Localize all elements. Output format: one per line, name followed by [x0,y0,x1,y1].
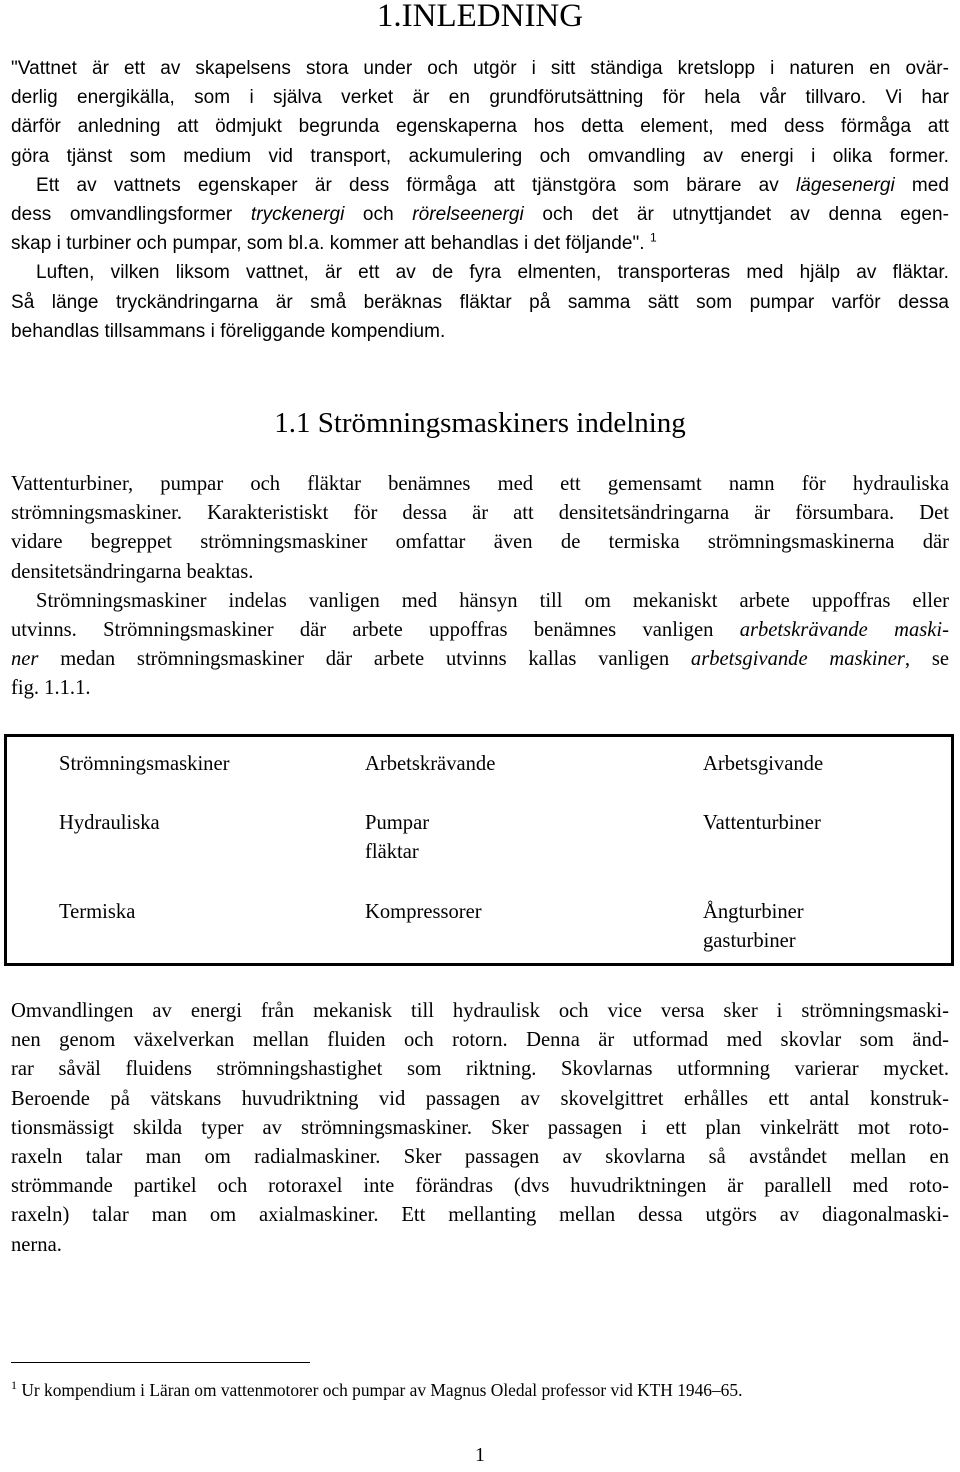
footnote-text: Ur kompendium i Läran om vattenmotorer och pumpar av Magnus Oledal professor vid KTH 1946–65. [17,1380,743,1400]
table-header-stromningsmaskiner: Strömningsmaskiner [59,753,230,775]
intro-line: derlig energikälla, som i själva verket är en grundförutsättning för hela vår tillvaro. Vi har [11,87,949,109]
emphasis-rorelseenergi: rörelseenergi [412,204,524,226]
table-cell-kravande: Pumpar fläktar [365,812,430,863]
emphasis-arbetsgivande: arbetsgivande maskiner [690,648,905,671]
page-number: 1 [475,1444,485,1466]
table-header-arbetskravande: Arbetskrävande [365,753,496,775]
section-line: Vattenturbiner, pumpar och fläktar benämnes med ett gemensamt namn för hydrauliska [11,473,949,495]
section-line: utvinns. Strömningsmaskiner där arbete uppoffras benämnes vanligen arbetskrävande maski- [11,619,949,642]
closing-line: Beroende på vätskans huvudriktning vid passagen av skovelgittret erhålles ett antal konstruk- [11,1087,949,1110]
chapter-heading: 1.INLEDNING [376,0,584,34]
closing-line: strömmande partikel och rotoraxel inte förändras (dvs huvudriktningen är parallell med roto- [11,1175,949,1198]
table-cell-type: Termiska [59,901,136,923]
closing-line: nen genom växelverkan mellan fluiden och rotorn. Denna är utformad med skovlar som änd- [11,1029,949,1052]
section-line: Strömningsmaskiner indelas vanligen med hänsyn till om mekaniskt arbete uppoffras eller [36,589,949,612]
footnote [11,1378,742,1402]
closing-line: tionsmässigt skilda typer av strömningsmaskiner. Sker passagen i ett plan vinkelrätt mot roto- [11,1116,949,1139]
closing-line: raxeln) talar man om axialmaskiner. Ett mellanting mellan dessa utgörs av diagonalmaski- [11,1204,949,1227]
closing-line: Omvandlingen av energi från mekanisk till hydraulisk och vice versa sker i strömningsmaski- [11,1000,949,1022]
closing-line: raxeln talar man om radialmaskiner. Sker passagen av skovlarna så avståndet mellan en [11,1146,949,1169]
emphasis-lagesenergi: lägesenergi [795,174,895,196]
table-cell-type: Hydrauliska [59,812,160,834]
intro-line: "Vattnet är ett av skapelsens stora under och utgör i sitt ständiga kretslopp i naturen en ovär- [11,58,949,79]
section-line: densitetsändringarna beaktas. [11,560,254,583]
footnote-rule [11,1362,310,1363]
section-line: fig. 1.1.1. [11,677,91,700]
closing-paragraph [11,997,949,1260]
classification-table [4,734,954,966]
intro-line: Luften, vilken liksom vattnet, är ett av de fyra elmenten, transporteras med hjälp av fläktar. [36,262,949,284]
table-cell-kravande: Kompressorer [365,901,482,923]
intro-line: göra tjänst som medium vid transport, ackumulering och omvandling av energi i olika former. [11,145,949,167]
intro-line: Så länge tryckändringarna är små beräknas fläktar på samma sätt som pumpar varför dessa [11,291,949,313]
footnote-mark: 1 [11,1378,17,1393]
closing-line: rar såväl fluidens strömningshastighet som riktning. Skovlarnas utformning varierar mycket. [11,1058,949,1081]
section-line: ner medan strömningsmaskiner där arbete utvinns kallas vanligen arbetsgivande maskiner, se [11,648,949,671]
closing-line: nerna. [11,1233,62,1256]
intro-line: därför anledning att ödmjukt begrunda egenskaperna hos detta element, med dess förmåga att [11,116,949,138]
intro-line: skap i turbiner och pumpar, som bl.a. kommer att behandlas i det följande". $^1$ [11,230,657,255]
table-cell-givande: Vattenturbiner [703,812,821,834]
emphasis-arbetskravande: arbetskrävande maski- [739,619,949,642]
intro-line: behandlas tillsammans i föreliggande kompendium. [11,320,446,342]
section-line: vidare begreppet strömningsmaskiner omfattar även de termiska strömningsmaskinerna där [11,531,949,554]
table-header-arbetsgivande: Arbetsgivande [703,753,824,775]
emphasis-tryckenergi: tryckenergi [250,204,345,226]
intro-line: dess omvandlingsformer tryckenergi och rörelseenergi och det är utnyttjandet av denna egen- [11,204,949,226]
footnote-reference: 1 [649,230,657,245]
intro-line: Ett av vattnets egenskaper är dess förmåga att tjänstgöra som bärare av lägesenergi med [36,174,949,196]
section-heading: 1.1 Strömningsmaskiners indelning [274,407,686,439]
section-line: strömningsmaskiner. Karakteristiskt för dessa är att densitetsändringarna är försumbara. Det [11,502,949,525]
intro-paragraph [11,54,949,346]
table-cell-givande: Ångturbiner gasturbiner [703,901,804,952]
section-paragraph [11,470,949,704]
